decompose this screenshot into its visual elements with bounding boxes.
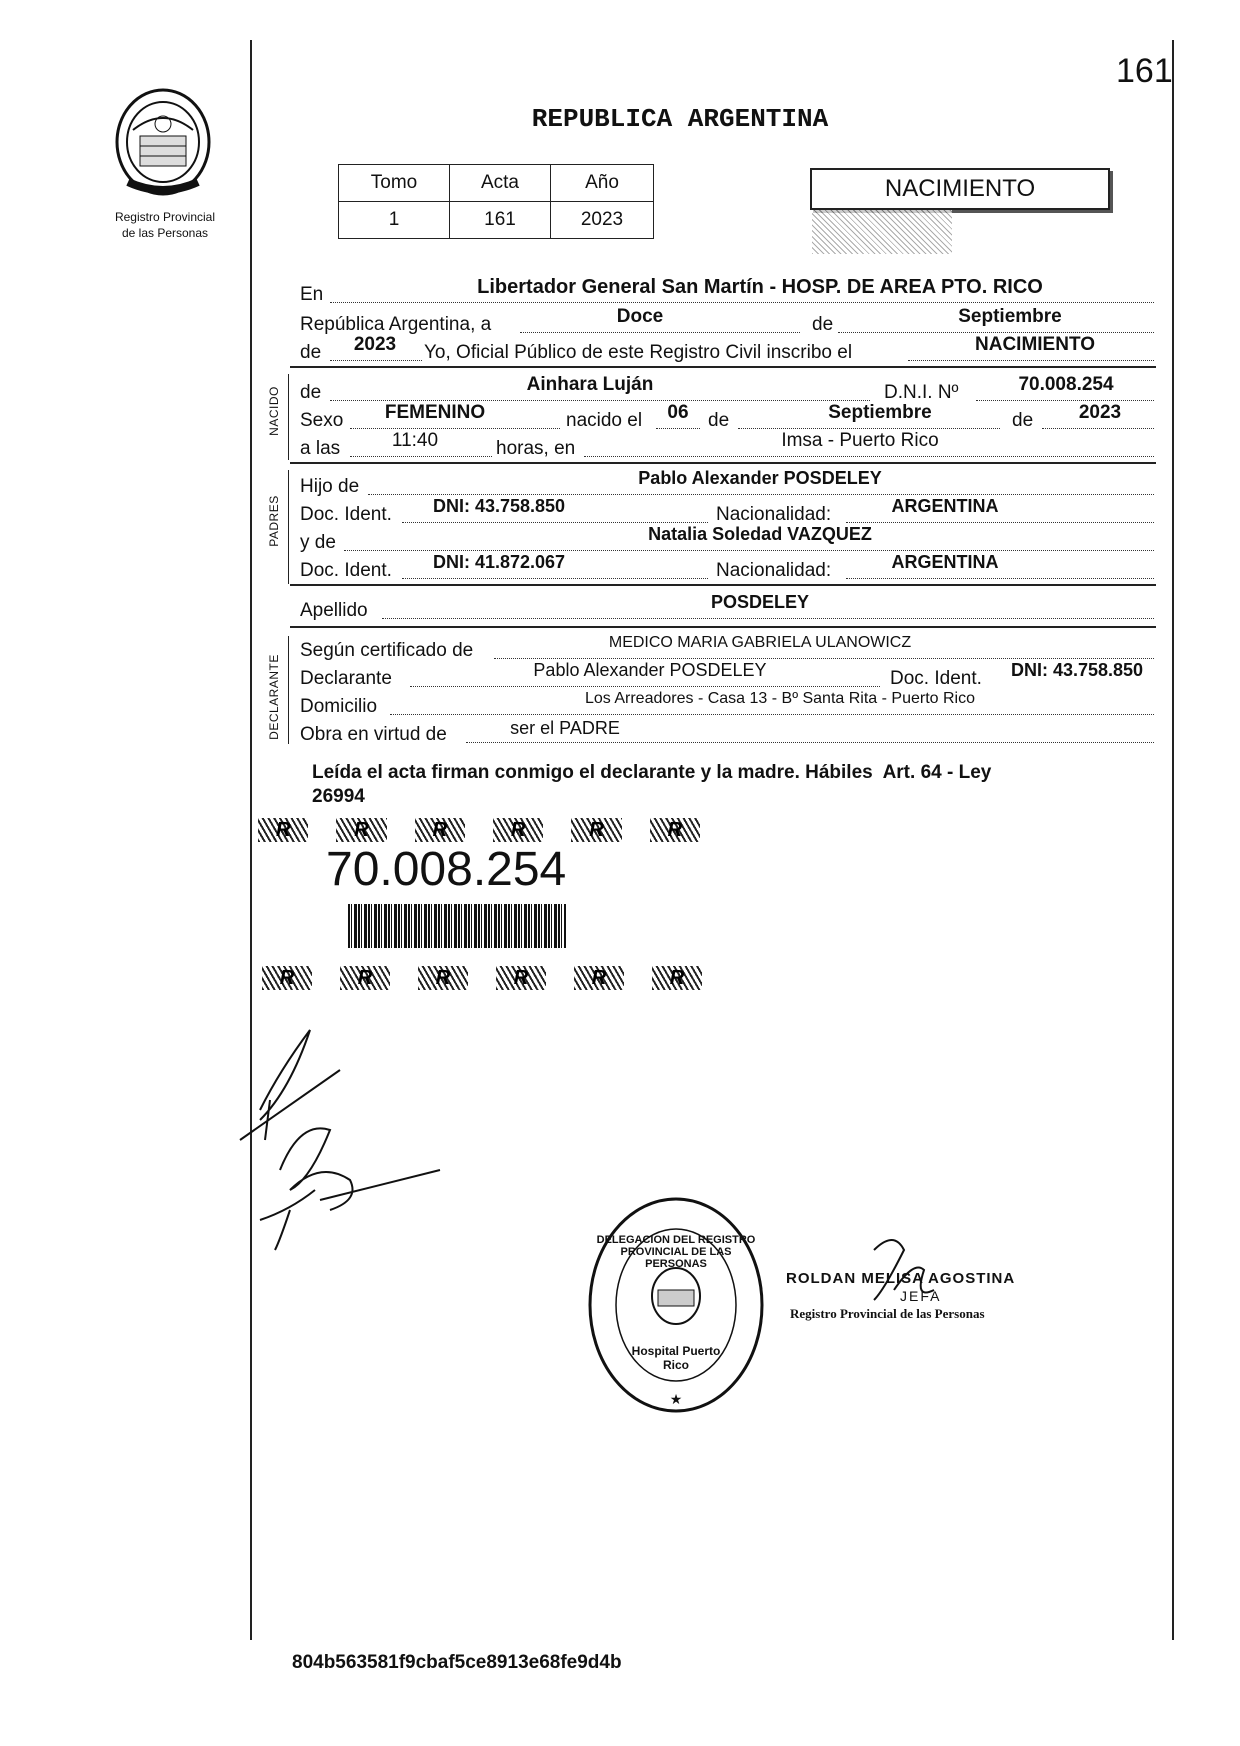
a-las-label: a las xyxy=(300,438,341,459)
father-doc-label: Doc. Ident. xyxy=(300,504,392,525)
dotted-line xyxy=(738,428,1000,429)
birth-month: Septiembre xyxy=(828,402,932,423)
dotted-line xyxy=(466,742,1154,743)
record-type-box: NACIMIENTO xyxy=(810,168,1110,210)
act-type: NACIMIENTO xyxy=(975,334,1095,355)
apellido-value: POSDELEY xyxy=(710,592,810,612)
logo-caption-line1: Registro Provincial xyxy=(114,210,216,224)
father-nationality-label: Nacionalidad: xyxy=(716,504,832,525)
dotted-line xyxy=(330,360,422,361)
de-label: de xyxy=(708,410,730,431)
hijo-de-label: Hijo de xyxy=(300,476,360,497)
child-dni: 70.008.254 xyxy=(1018,374,1114,395)
birth-day: 06 xyxy=(667,402,689,423)
birth-hour: 11:40 xyxy=(391,430,439,451)
dni-number-large: 70.008.254 xyxy=(326,843,567,896)
dotted-line xyxy=(838,332,1154,333)
section-divider xyxy=(290,584,1156,586)
closing-text-line1: Leída el acta firman conmigo el declarante y la madre. Hábiles Art. 64 - Ley xyxy=(312,762,992,783)
en-label: En xyxy=(300,284,324,305)
horas-en-label: horas, en xyxy=(496,438,576,459)
official-seal xyxy=(586,1194,766,1416)
official-office: Registro Provincial de las Personas xyxy=(790,1306,985,1321)
record-table-cell: 161 xyxy=(450,202,551,239)
dotted-line xyxy=(344,550,1154,551)
coat-of-arms-icon xyxy=(108,86,218,202)
record-table-value-row xyxy=(339,202,654,239)
father-name: Pablo Alexander POSDELEY xyxy=(638,468,882,488)
declarant-name: Pablo Alexander POSDELEY xyxy=(533,660,767,680)
dotted-line xyxy=(494,658,1154,659)
declarant-virtue: ser el PADRE xyxy=(510,718,620,738)
dotted-line xyxy=(846,578,1154,579)
dotted-line xyxy=(350,428,560,429)
security-glyph: R xyxy=(493,818,543,842)
certificate-doctor: MEDICO MARIA GABRIELA ULANOWICZ xyxy=(608,634,912,651)
father-nationality: ARGENTINA xyxy=(891,496,999,516)
dotted-line xyxy=(402,578,708,579)
seal-outer-text: DELEGACION DEL REGISTRO PROVINCIAL DE LAS PERSONAS xyxy=(596,1234,756,1270)
province-logo xyxy=(108,86,218,202)
registration-month: Septiembre xyxy=(958,306,1062,327)
document-hash: 804b563581f9cbaf5ce8913e68fe9d4b xyxy=(292,1652,622,1673)
dotted-line xyxy=(520,332,800,333)
declarant-signature xyxy=(220,1010,460,1260)
security-glyph: R xyxy=(418,966,468,990)
section-divider xyxy=(290,462,1156,464)
registration-place: Libertador General San Martín - HOSP. DE AREA PTO. RICO xyxy=(477,276,1043,298)
segun-label: Según certificado de xyxy=(300,640,474,661)
de-label: de xyxy=(300,382,322,403)
security-glyph: R xyxy=(574,966,624,990)
dotted-line xyxy=(1042,428,1154,429)
de-label: de xyxy=(1012,410,1034,431)
obra-label: Obra en virtud de xyxy=(300,724,447,745)
closing-text-line2: 26994 xyxy=(312,786,365,807)
mother-name: Natalia Soledad VAZQUEZ xyxy=(648,524,872,544)
dotted-line xyxy=(976,400,1154,401)
birth-year: 2023 xyxy=(1078,402,1122,423)
record-table xyxy=(338,164,654,239)
dotted-line xyxy=(368,494,1154,495)
record-table-header: Año xyxy=(551,165,654,202)
security-glyph: R xyxy=(652,966,702,990)
birth-place: Imsa - Puerto Rico xyxy=(781,430,939,451)
security-glyph: R xyxy=(262,966,312,990)
dotted-line xyxy=(390,714,1154,715)
section-divider xyxy=(290,366,1156,368)
section-label-padres: PADRES xyxy=(267,495,281,547)
section-bracket xyxy=(288,374,295,460)
de-label: de xyxy=(812,314,834,335)
mother-nationality-label: Nacionalidad: xyxy=(716,560,832,581)
dotted-line xyxy=(410,686,880,687)
security-band-top xyxy=(258,818,700,844)
dotted-line xyxy=(330,400,870,401)
section-divider xyxy=(290,626,1156,628)
mother-doc: DNI: 41.872.067 xyxy=(432,552,566,572)
page-number: 161 xyxy=(1116,52,1173,90)
sexo-label: Sexo xyxy=(300,410,344,431)
child-name: Ainhara Luján xyxy=(526,374,654,395)
seal-inner-text: Hospital Puerto Rico xyxy=(631,1344,721,1372)
security-glyph: R xyxy=(496,966,546,990)
security-guilloche xyxy=(812,210,952,254)
declarant-doc-label: Doc. Ident. xyxy=(890,668,982,689)
security-glyph: R xyxy=(336,818,386,842)
registration-day: Doce xyxy=(616,306,664,327)
mother-doc-label: Doc. Ident. xyxy=(300,560,392,581)
dotted-line xyxy=(846,522,1154,523)
domicilio-label: Domicilio xyxy=(300,696,378,717)
dotted-line xyxy=(382,618,1154,619)
security-glyph: R xyxy=(258,818,308,842)
logo-caption-line2: de las Personas xyxy=(121,226,209,240)
child-sex: FEMENINO xyxy=(384,402,486,423)
official-name: ROLDAN MELISA AGOSTINA xyxy=(786,1270,1016,1287)
security-band-bottom xyxy=(262,966,702,992)
oficial-text: Yo, Oficial Público de este Registro Civil inscribo el xyxy=(424,342,853,363)
section-bracket xyxy=(288,470,295,584)
mother-nationality: ARGENTINA xyxy=(891,552,999,572)
document-title: REPUBLICA ARGENTINA xyxy=(531,104,829,134)
section-bracket xyxy=(288,636,295,744)
declarant-address: Los Arreadores - Casa 13 - Bº Santa Rita - Puerto Rico xyxy=(584,690,976,707)
svg-text:★: ★ xyxy=(669,1391,683,1407)
section-label-declarante: DECLARANTE xyxy=(267,654,281,740)
declarant-doc: DNI: 43.758.850 xyxy=(1010,660,1144,680)
security-glyph: R xyxy=(340,966,390,990)
republica-label: República Argentina, a xyxy=(300,314,492,335)
security-glyph: R xyxy=(415,818,465,842)
left-margin-line xyxy=(250,40,252,1640)
dotted-line xyxy=(330,302,1154,303)
de-year-label: de xyxy=(300,342,322,363)
record-table-header-row xyxy=(339,165,654,202)
section-label-nacido: NACIDO xyxy=(267,386,281,436)
official-role: JEFA xyxy=(900,1288,942,1304)
security-glyph: R xyxy=(571,818,621,842)
dotted-line xyxy=(908,360,1154,361)
dotted-line xyxy=(402,522,708,523)
right-margin-line xyxy=(1172,40,1174,1640)
y-de-label: y de xyxy=(300,532,336,553)
record-table-cell: 1 xyxy=(339,202,450,239)
official-signature xyxy=(864,1230,944,1310)
registration-year: 2023 xyxy=(353,334,397,355)
dotted-line xyxy=(656,428,700,429)
dni-barcode xyxy=(348,904,566,948)
nacido-el-label: nacido el xyxy=(566,410,643,431)
dni-label: D.N.I. Nº xyxy=(884,382,959,403)
apellido-label: Apellido xyxy=(300,600,368,621)
father-doc: DNI: 43.758.850 xyxy=(432,496,566,516)
security-glyph: R xyxy=(650,818,700,842)
record-table-header: Tomo xyxy=(339,165,450,202)
record-table-cell: 2023 xyxy=(551,202,654,239)
record-table-header: Acta xyxy=(450,165,551,202)
dotted-line xyxy=(350,456,492,457)
dotted-line xyxy=(584,456,1154,457)
declarante-label: Declarante xyxy=(300,668,392,689)
